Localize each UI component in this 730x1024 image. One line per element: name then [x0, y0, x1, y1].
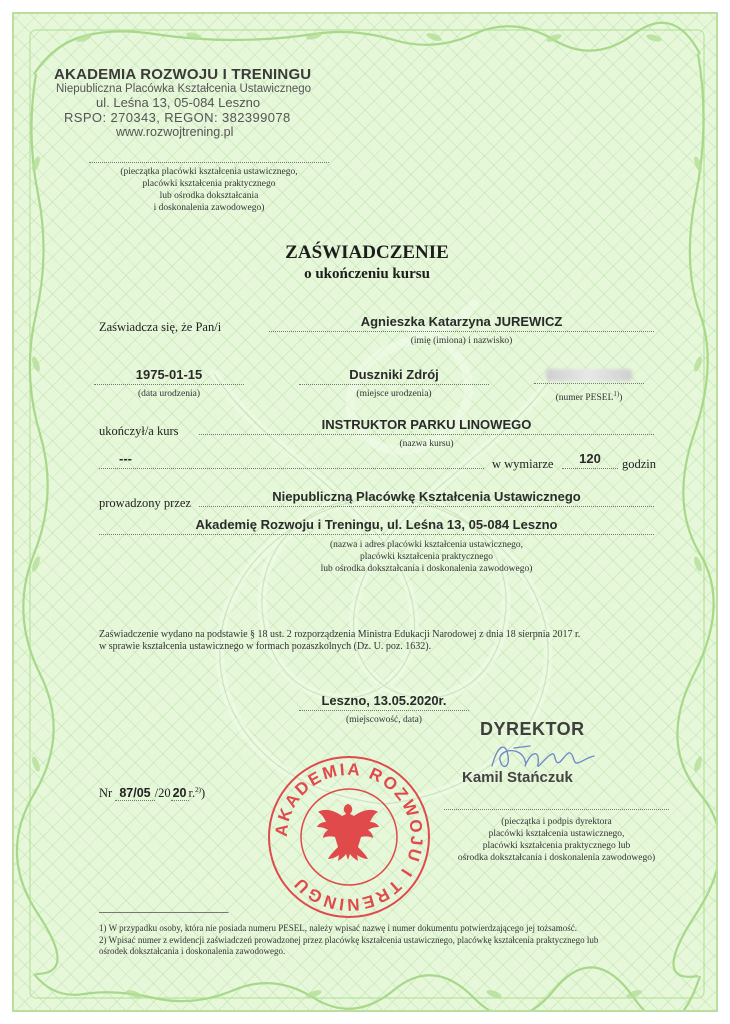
director-caption-line: ośrodka dokształcania i doskonalenia zawodowego) — [457, 853, 656, 863]
pesel-redacted — [546, 369, 632, 381]
number-year: 20 — [172, 786, 187, 801]
footnote-1: 1) W przypadku osoby, która nie posiada numeru PESEL, należy wpisać nazwę i numer dokumentu potwierdzającego jej tożsamość. — [99, 923, 577, 933]
birth-place: Duszniki Zdrój — [299, 367, 489, 385]
footnote-2-cont: ośrodek dokształcania i doskonalenia zawodowego. — [99, 946, 286, 956]
eagle-icon — [317, 804, 379, 861]
number-close: ) — [200, 786, 206, 801]
provider-caption-line: (nazwa i adres placówki kształcenia ustawicznego, — [329, 540, 524, 550]
pesel-field — [534, 367, 644, 384]
director-caption — [444, 809, 669, 864]
issue-caption: (miejscowość, data) — [346, 715, 422, 725]
provider-caption-line: lub ośrodka dokształcania i doskonalenia zawodowego) — [320, 564, 533, 574]
course-name: INSTRUKTOR PARKU LINOWEGO — [199, 417, 654, 435]
director-name: Kamil Stańczuk — [462, 769, 573, 786]
pesel-footnote-ref: 1) — [613, 390, 620, 398]
issue-place-date: Leszno, 13.05.2020r. — [299, 693, 469, 711]
person-name-caption: (imię (imiona) i nazwisko) — [410, 336, 513, 346]
institution-stamp — [54, 66, 354, 139]
number-year-prefix: /20 — [154, 786, 171, 801]
institution-address: ul. Leśna 13, 05-084 Leszno — [96, 95, 261, 110]
provider-line-2: Akademię Rozwoju i Treningu, ul. Leśna 13, 05-084 Leszno — [99, 517, 654, 535]
round-seal — [264, 752, 434, 922]
director-caption-line: placówki kształcenia praktycznego lub — [482, 841, 631, 851]
institution-ids: RSPO: 270343, REGON: 382399078 — [64, 110, 291, 125]
person-name: Agnieszka Katarzyna JUREWICZ — [269, 314, 654, 332]
pesel-caption-end: ) — [619, 393, 623, 404]
course-name-caption: (nazwa kursu) — [399, 439, 454, 449]
number-value: 87/05 — [115, 786, 154, 801]
director-caption-line: (pieczątka i podpis dyrektora — [501, 817, 612, 827]
certificate-sheet — [12, 12, 718, 1012]
provider-label: prowadzony przez — [99, 496, 191, 510]
director-title: DYREKTOR — [480, 719, 585, 739]
legal-basis — [99, 629, 689, 653]
hours-unit: godzin — [622, 457, 657, 471]
legal-basis-line: w sprawie kształcenia ustawicznego w formach pozaszkolnych (Dz. U. poz. 1632). — [99, 641, 432, 652]
pesel-caption — [524, 388, 654, 404]
institution-name: AKADEMIA ROZWOJU I TRENINGU — [54, 66, 312, 83]
document-title: ZAŚWIADCZENIE — [285, 242, 449, 263]
course-label: ukończył/a kurs — [99, 424, 179, 438]
stamp-caption-line: lub ośrodka dokształcania — [159, 191, 259, 201]
number-prefix: Nr — [99, 786, 113, 801]
number-suffix: r. — [188, 786, 196, 801]
birth-date-caption: (data urodzenia) — [138, 389, 200, 399]
stamp-caption-line: (pieczątka placówki kształcenia ustawicznego, — [120, 167, 298, 177]
legal-basis-line: Zaświadczenie wydano na podstawie § 18 ust. 2 rozporządzenia Ministra Edukacji Narodowej z dnia 18 sierpnia 2017 r. — [99, 629, 581, 640]
stamp-caption-line: i doskonalenia zawodowego) — [153, 203, 265, 213]
footnote-2: 2) Wpisać numer z ewidencji zaświadczeń prowadzonej przez placówkę kształcenia ustawicznego, placówkę kształcenia praktycznego lub — [99, 934, 599, 945]
stamp-caption — [89, 162, 329, 214]
provider-caption — [199, 539, 654, 575]
number-footnote-ref: 2) — [195, 786, 201, 794]
director-caption-line: placówki kształcenia ustawicznego, — [488, 829, 625, 839]
course-extra: --- — [99, 451, 484, 469]
provider-caption-line: placówki kształcenia praktycznego — [360, 552, 493, 562]
certificate-number — [99, 786, 205, 801]
course-hours: 120 — [562, 451, 618, 469]
pesel-caption-text: (numer PESEL — [555, 393, 614, 404]
stamp-caption-line: placówki kształcenia praktycznego — [142, 179, 276, 189]
birth-place-caption: (miejsce urodzenia) — [356, 389, 432, 399]
birth-date: 1975-01-15 — [94, 367, 244, 385]
footnotes — [99, 912, 689, 958]
institution-website: www.rozwojtrening.pl — [116, 125, 234, 139]
provider-line-1: Niepubliczną Placówkę Kształcenia Ustawicznego — [199, 489, 654, 507]
person-label: Zaświadcza się, że Pan/i — [99, 320, 222, 334]
document-subtitle: o ukończeniu kursu — [304, 266, 430, 282]
institution-type: Niepubliczna Placówka Kształcenia Ustawicznego — [56, 83, 312, 95]
hours-label: w wymiarze — [492, 457, 554, 471]
seal-text: AKADEMIA ROZWOJU I TRENINGU — [271, 759, 427, 915]
